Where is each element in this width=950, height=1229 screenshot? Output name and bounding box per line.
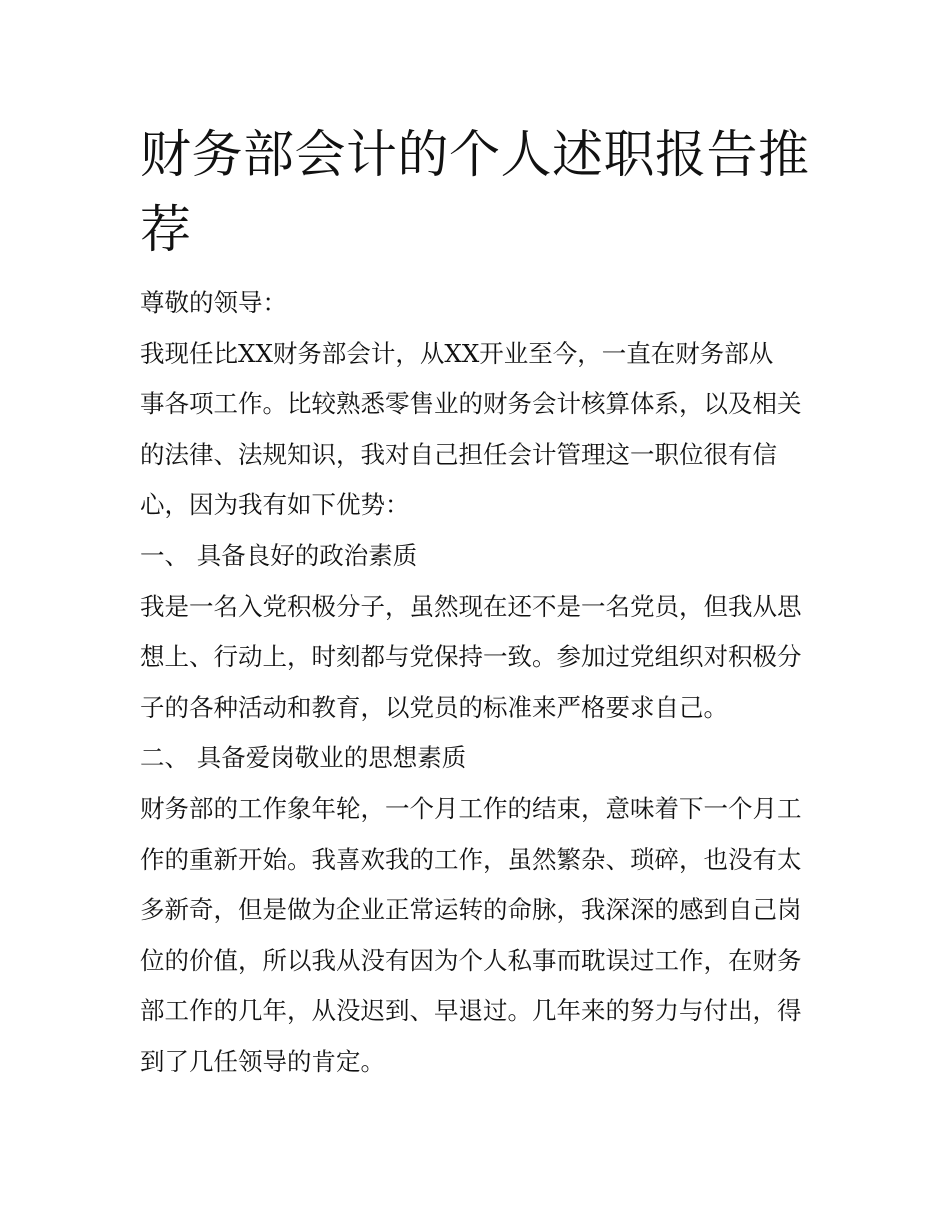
document-title bbox=[140, 118, 815, 268]
paragraph-line: 作的重新开始。我喜欢我的工作，虽然繁杂、琐碎，也没有太 bbox=[140, 844, 802, 874]
paragraph-line: 心，因为我有如下优势： bbox=[140, 490, 410, 520]
paragraph-line: 的法律、法规知识，我对自己担任会计管理这一职位很有信 bbox=[140, 439, 777, 469]
paragraph-line: 部工作的几年，从没迟到、早退过。几年来的努力与付出，得 bbox=[140, 996, 802, 1026]
paragraph-line: 多新奇，但是做为企业正常运转的命脉，我深深的感到自己岗 bbox=[140, 895, 802, 925]
document-body bbox=[140, 278, 815, 1088]
paragraph-line: 我是一名入党积极分子，虽然现在还不是一名党员，但我从思 bbox=[140, 591, 802, 621]
paragraph-line: 子的各种活动和教育，以党员的标准来严格要求自己。 bbox=[140, 692, 728, 722]
document-page bbox=[140, 118, 815, 1088]
section-heading: 一、 具备良好的政治素质 bbox=[140, 540, 418, 570]
paragraph-line: 位的价值，所以我从没有因为个人私事而耽误过工作，在财务 bbox=[140, 945, 802, 975]
paragraph-line: 财务部的工作象年轮，一个月工作的结束，意味着下一个月工 bbox=[140, 793, 802, 823]
title-line: 财务部会计的个人述职报告推 bbox=[140, 126, 810, 185]
paragraph-line: 想上、行动上，时刻都与党保持一致。参加过党组织对积极分 bbox=[140, 642, 802, 672]
section-heading: 二、 具备爱岗敬业的思想素质 bbox=[140, 743, 467, 773]
paragraph-line: 我现任比XX财务部会计，从XX开业至今，一直在财务部从 bbox=[140, 338, 774, 368]
paragraph-line: 事各项工作。比较熟悉零售业的财务会计核算体系，以及相关 bbox=[140, 389, 802, 419]
salutation: 尊敬的领导： bbox=[140, 288, 287, 317]
paragraph-line: 到了几任领导的肯定。 bbox=[140, 1046, 385, 1076]
title-line: 荐 bbox=[140, 201, 192, 260]
